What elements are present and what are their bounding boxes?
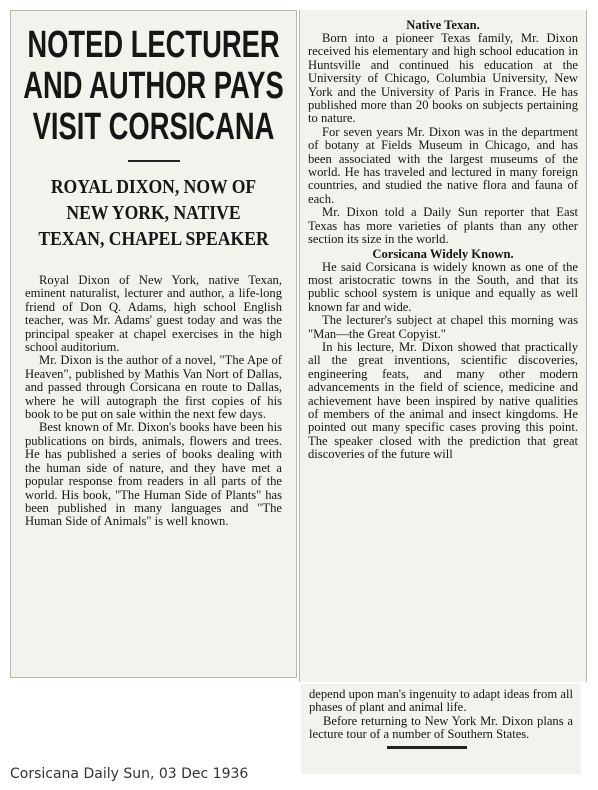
right-clipping-top	[299, 10, 587, 682]
headline: NOTED LECTURER AND AUTHOR PAYS VISIT CORSICANA	[23, 24, 284, 148]
paragraph: depend upon man's ingenuity to adapt ideas from all phases of plant and animal life.	[309, 687, 573, 715]
left-clipping	[10, 10, 297, 678]
paragraph: Mr. Dixon told a Daily Sun reporter that East Texas has more varieties of plants than any other section its size in the world.	[308, 205, 578, 247]
headline-rule	[128, 160, 180, 162]
paragraph: Best known of Mr. Dixon's books have been his publications on birds, animals, flowers and trees. He has published a series of books dealing with the human side of nature, and they have met a popular response from readers in all parts of the world. His book, "The Human Side of Plants" has been published in many languages and "The Human Side of Animals" is well known.	[25, 420, 282, 529]
paragraph: Born into a pioneer Texas family, Mr. Dixon received his elementary and high school education in Huntsville and continued his education at the University of Chicago, Columbia University, New York and the University of Paris in France. He has published more than 20 books on subjects pertaining to nature.	[308, 31, 578, 126]
paragraph: In his lecture, Mr. Dixon showed that practically all the great inventions, scientific discoveries, engineering feats, and many other modern advancements in the field of science, medicine and achievement have been inspired by native qualities of members of the animal and insect kingdoms. He pointed out many specific cases proving this point. The speaker closed with the prediction that great discoveries of the future will	[308, 339, 578, 462]
paragraph: The lecturer's subject at chapel this morning was "Man—the Great Copyist."	[308, 313, 578, 341]
subheadline: ROYAL DIXON, NOW OF NEW YORK, NATIVE TEXAN, CHAPEL SPEAKER	[38, 176, 269, 250]
paragraph: For seven years Mr. Dixon was in the department of botany at Fields Museum in Chicago, and has been associated with the largest museums of the world. He has traveled and lectured in many foreign countries, and studied the native flora and fauna of each.	[308, 124, 578, 206]
right-clipping-bottom	[301, 684, 581, 774]
continued-article-body	[301, 684, 581, 749]
section-subhead: Native Texan.	[406, 18, 480, 32]
right-article-body	[300, 10, 586, 462]
end-of-article-rule	[387, 746, 467, 749]
paragraph: He said Corsicana is widely known as one of the most aristocratic towns in the South, and that its public school system is unique and equally as well known far and wide.	[308, 259, 578, 314]
section-subhead: Corsicana Widely Known.	[372, 246, 514, 261]
paragraph: Before returning to New York Mr. Dixon plans a lecture tour of a number of Southern States.	[309, 713, 573, 742]
left-article-body	[11, 274, 296, 529]
paragraph: Mr. Dixon is the author of a novel, "The Ape of Heaven", published by Mathis Van Nort of Dallas, and passed through Corsicana en route to Dallas, where he will autograph the first copies of his book to be put on sale within the next few days.	[25, 353, 282, 422]
source-caption: Corsicana Daily Sun, 03 Dec 1936	[10, 766, 249, 782]
paragraph: Royal Dixon of New York, native Texan, eminent naturalist, lecturer and author, a life-long friend of Don Q. Adams, high school English teacher, was Mr. Adams' guest today and was the principal speaker at chapel exercises in the high school auditorium.	[25, 273, 282, 355]
